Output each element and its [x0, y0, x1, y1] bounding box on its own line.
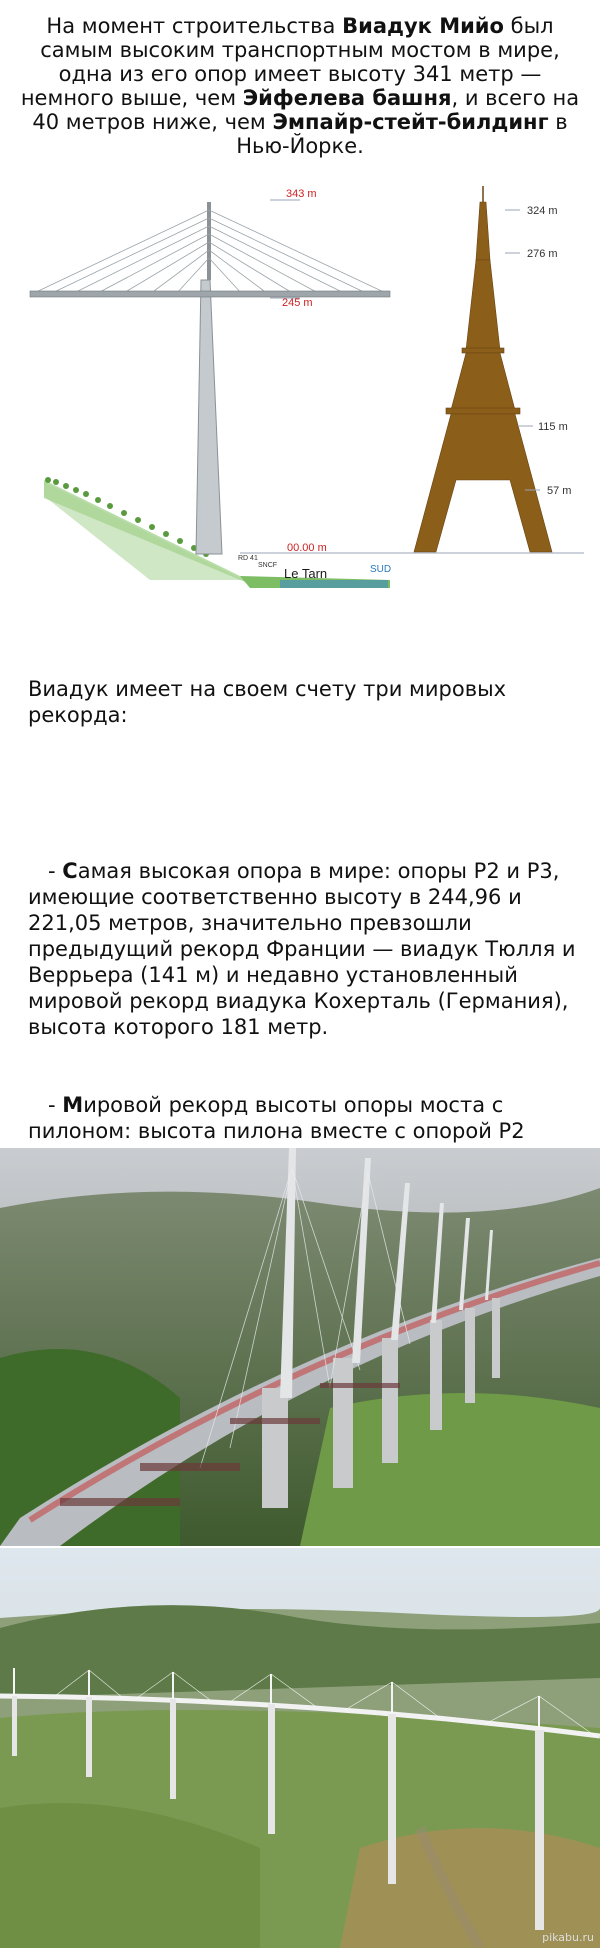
- intro-text-4: в Нью-Йорке.: [236, 110, 568, 158]
- eiffel-tower: [414, 186, 552, 552]
- label-south: SUD: [370, 564, 392, 575]
- label-324: 324 m: [527, 205, 558, 217]
- records-gap: [28, 780, 584, 806]
- label-343: 343 m: [286, 188, 317, 200]
- records-lead: Виадук имеет на своем счету три мировых рекорда:: [28, 677, 513, 727]
- label-river: Le Tarn: [284, 566, 328, 581]
- height-comparison-diagram: [0, 180, 600, 600]
- record-2-text: ировой рекорд высоты опоры моста с пилоном: высота пилона вместе с опорой P2: [28, 1093, 525, 1143]
- bridge-pier: [196, 202, 222, 554]
- intro-bold-viaduct: Виадук Мийо: [342, 14, 504, 38]
- photo-bridge-aerial: [0, 1548, 600, 1948]
- diagram-svg: [0, 180, 600, 600]
- label-245: 245 m: [282, 297, 313, 309]
- record-1-initial: С: [62, 859, 78, 883]
- record-2-initial: М: [62, 1093, 84, 1117]
- intro-paragraph: [20, 14, 580, 158]
- photo-2-svg: [0, 1548, 600, 1948]
- bridge-deck: [30, 291, 390, 297]
- record-1-text: амая высокая опора в мире: опоры P2 и P3, имеющие соответственно высоту в 244,96 и 221,05 метров, значительно превзошли предыдущий рекорд Франции — виадук Тюлля и Веррьера (141 м) и недавно установленный мировой рекорд виадука Кохерталь (Германия), высота которого 181 метр.: [28, 859, 583, 1039]
- label-276: 276 m: [527, 248, 558, 260]
- photo-1-svg: [0, 1148, 600, 1546]
- intro-bold-empire: Эмпайр-стейт-билдинг: [272, 110, 549, 134]
- label-sncf: SNCF: [258, 562, 278, 569]
- record-item-1: [28, 858, 584, 1040]
- eiffel-arch: [450, 516, 516, 552]
- label-rd41: RD 41: [238, 555, 258, 562]
- intro-text-2: был самым высоким транспортным мостом в мире, одна из его опор имеет высоту 341 метр — немного выше, чем: [20, 14, 560, 110]
- record-1-dash: -: [28, 859, 63, 883]
- label-57: 57 m: [547, 485, 572, 497]
- label-ground: 00.00 m: [287, 542, 327, 554]
- record-2-dash: -: [28, 1093, 63, 1117]
- intro-text-1: На момент строительства: [46, 14, 343, 38]
- intro-text-3: , и всего на 40 метров ниже, чем: [32, 86, 580, 134]
- watermark: pikabu.ru: [542, 1931, 594, 1944]
- intro-bold-eiffel: Эйфелева башня: [242, 86, 452, 110]
- photo-bridge-marathon: [0, 1148, 600, 1546]
- river-water: [280, 580, 388, 588]
- label-115: 115 m: [538, 421, 568, 433]
